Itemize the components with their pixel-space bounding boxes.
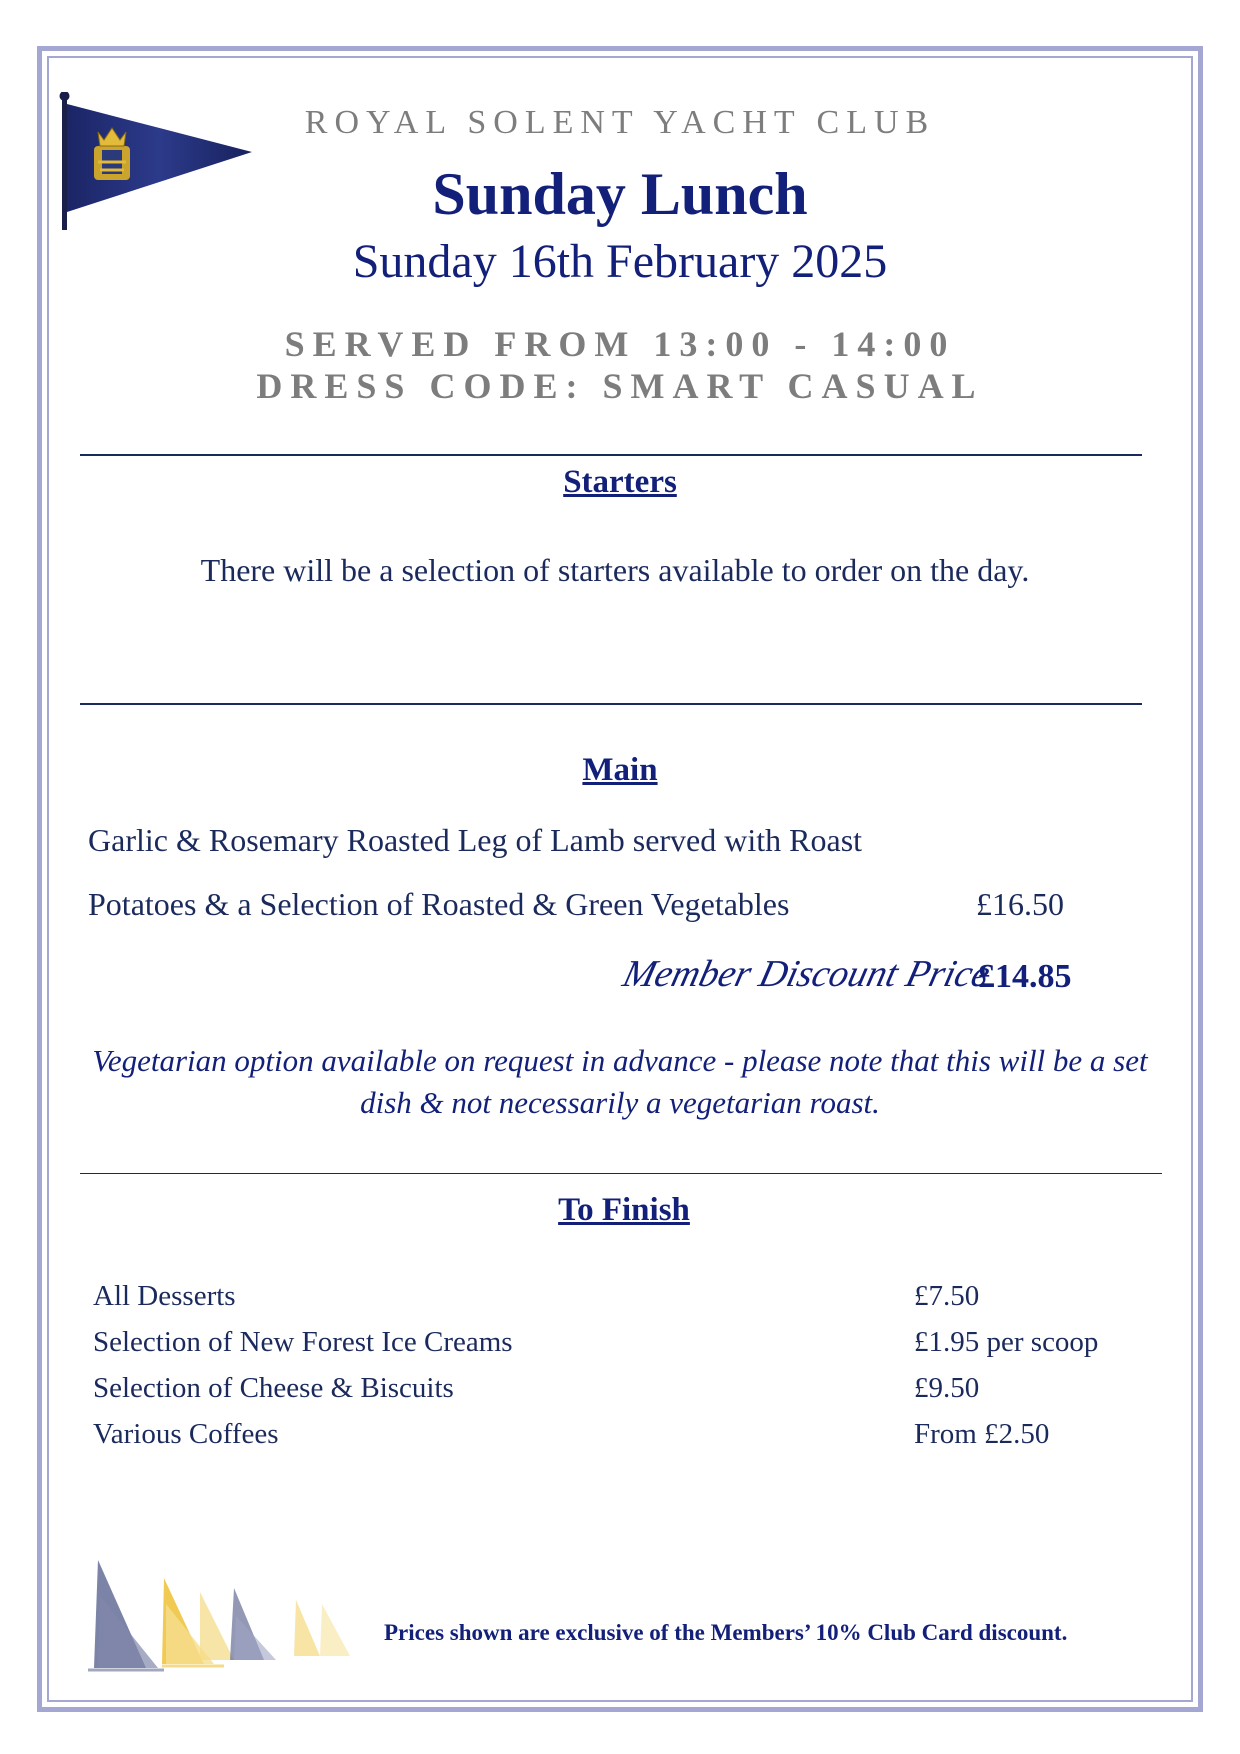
vegetarian-note-line-1: Vegetarian option available on request in advance - please note that this will be a set: [92, 1043, 1148, 1078]
divider: [80, 454, 1142, 456]
finish-heading: To Finish: [558, 1192, 690, 1228]
vegetarian-note: [90, 1040, 1150, 1124]
serving-time: SERVED FROM 13:00 - 14:00: [284, 324, 956, 364]
finish-item-name: All Desserts: [93, 1280, 236, 1312]
member-discount-price: £14.85: [978, 958, 1072, 995]
main-heading: Main: [582, 752, 658, 788]
page-title: Sunday Lunch: [432, 161, 808, 227]
finish-item-name: Various Coffees: [93, 1418, 279, 1450]
club-name: ROYAL SOLENT YACHT CLUB: [304, 104, 936, 141]
vegetarian-note-line-2: dish & not necessarily a vegetarian roast.: [360, 1085, 880, 1120]
finish-item-price: £9.50: [914, 1372, 980, 1404]
dress-code: DRESS CODE: SMART CASUAL: [256, 366, 984, 406]
sailboats-illustration: [84, 1556, 374, 1676]
divider: [80, 1173, 1162, 1174]
finish-item-name: Selection of New Forest Ice Creams: [93, 1326, 513, 1358]
discount-footnote: Prices shown are exclusive of the Members’ 10% Club Card discount.: [384, 1620, 1068, 1645]
finish-item-name: Selection of Cheese & Biscuits: [93, 1372, 454, 1404]
main-dish-line-2: Potatoes & a Selection of Roasted & Green Vegetables: [88, 886, 790, 922]
divider: [80, 703, 1142, 705]
finish-item-price: From £2.50: [914, 1418, 1050, 1450]
starters-description: There will be a selection of starters available to order on the day.: [200, 552, 1030, 588]
main-dish-line-1: Garlic & Rosemary Roasted Leg of Lamb served with Roast: [88, 822, 863, 858]
starters-heading: Starters: [563, 464, 677, 500]
crown-emblem-icon: [94, 128, 130, 180]
member-discount-label: Member Discount Price: [618, 953, 995, 995]
finish-item-price: £7.50: [914, 1280, 980, 1312]
page-border-inner: [47, 56, 1193, 1702]
event-date: Sunday 16th February 2025: [352, 235, 888, 288]
main-price: £16.50: [976, 886, 1064, 922]
finish-item-price: £1.95 per scoop: [914, 1326, 1099, 1358]
